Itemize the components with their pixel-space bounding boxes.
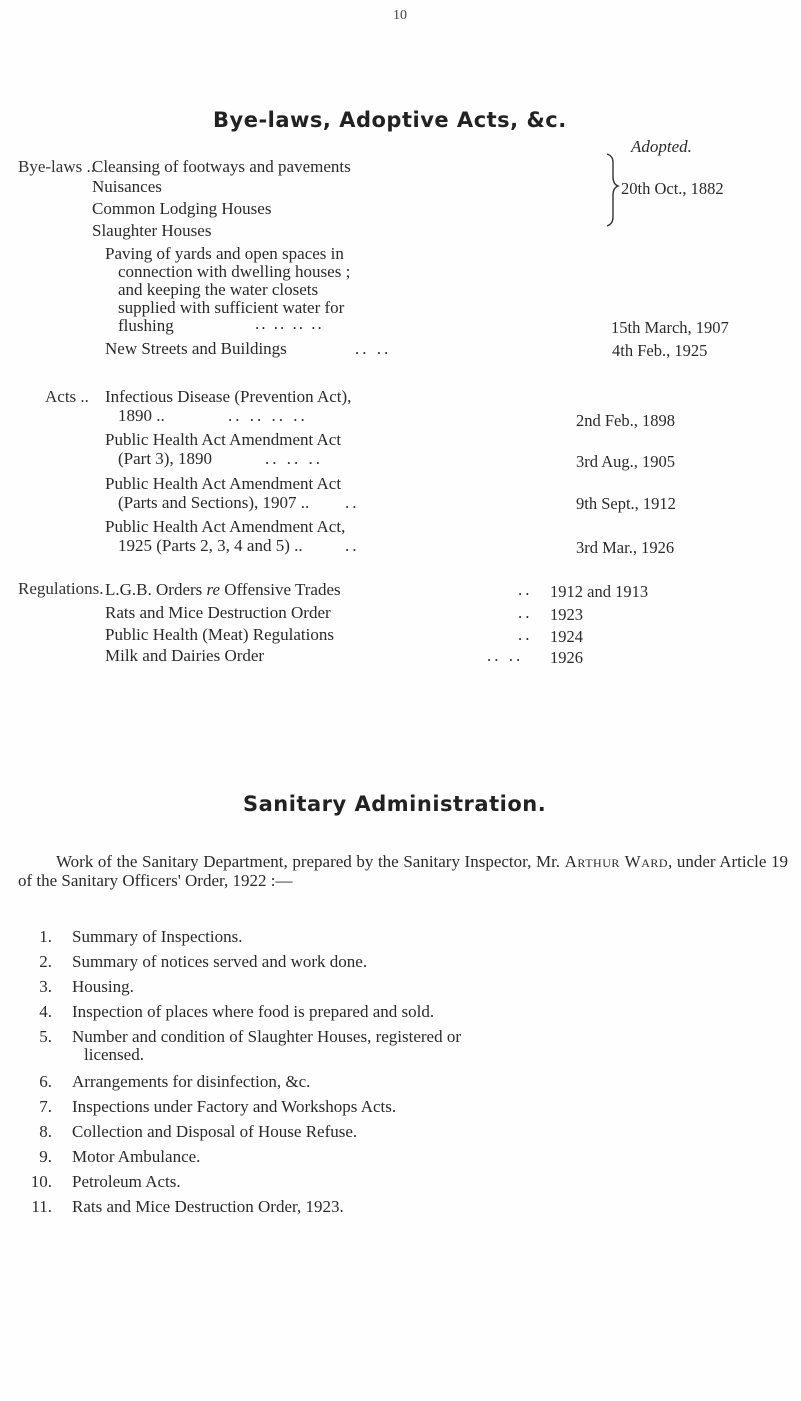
list-number: 3. [39, 977, 52, 996]
regulation-label [105, 646, 264, 666]
regulation-date: 1924 [550, 627, 583, 646]
section-heading-bye-laws: Bye-laws, Adoptive Acts, &c. [213, 108, 567, 132]
list-number: 11. [31, 1197, 52, 1216]
intro-text: , under Article 19 of the Sanitary Officers' Order, 1922 :— [18, 852, 788, 890]
list-item-continuation: licensed. [84, 1045, 144, 1064]
bye-law-item: Common Lodging Houses [92, 199, 272, 218]
list-item [20, 952, 367, 972]
list-number: 2. [39, 952, 52, 971]
regulation-label-text: Milk and Dairies Order [105, 646, 265, 665]
list-number: 8. [39, 1122, 52, 1141]
list-item [20, 1147, 200, 1167]
bye-law-item: Cleansing of footways and pavements [92, 157, 351, 176]
regulation-date: 1912 and 1913 [550, 582, 649, 601]
list-number: 6. [39, 1072, 52, 1091]
list-text: Summary of notices served and work done. [72, 952, 368, 971]
list-item [20, 1097, 396, 1117]
list-text: Number and condition of Slaughter Houses, registered or [72, 1027, 462, 1046]
list-number: 1. [39, 927, 52, 946]
paving-line: and keeping the water closets [118, 280, 319, 299]
list-item [20, 1172, 181, 1192]
list-number: 7. [39, 1097, 52, 1116]
act-line: Public Health Act Amendment Act, [105, 517, 346, 536]
act-line: 1925 (Parts 2, 3, 4 and 5) .. [118, 536, 303, 555]
new-streets-label: New Streets and Buildings [105, 339, 287, 358]
leader-dots: .. [345, 536, 360, 555]
intro-paragraph [18, 852, 788, 890]
act-date: 3rd Mar., 1926 [576, 538, 675, 557]
category-bye-laws: Bye-laws .. [18, 157, 95, 176]
leader-dots: .. [518, 580, 533, 599]
intro-text: Work of the Sanitary Department, prepared by the Sanitary Inspector, Mr. [56, 852, 565, 871]
leader-dots: .. [518, 603, 533, 622]
act-date: 2nd Feb., 1898 [576, 411, 675, 430]
act-line: (Parts and Sections), 1907 .. [118, 493, 310, 512]
act-line: (Part 3), 1890 [118, 449, 212, 468]
inspector-name: Arthur Ward [564, 852, 669, 871]
list-item [20, 1122, 357, 1142]
new-streets-date: 4th Feb., 1925 [612, 341, 708, 360]
leader-dots: .. [345, 493, 360, 512]
list-number: 10. [30, 1172, 52, 1191]
leader-dots: .. .. [355, 339, 392, 358]
list-item [20, 977, 134, 997]
paving-line: flushing [118, 316, 174, 335]
list-item [20, 1002, 434, 1022]
act-line: Infectious Disease (Prevention Act), [105, 387, 352, 406]
list-item [20, 1197, 344, 1217]
list-text: Petroleum Acts. [72, 1172, 181, 1191]
paving-line: Paving of yards and open spaces in [105, 244, 344, 263]
regulation-label [105, 603, 331, 623]
regulation-date: 1926 [550, 648, 583, 667]
regulation-label-text: L.G.B. Orders [105, 580, 207, 599]
bye-law-item: Nuisances [92, 177, 162, 196]
list-text: Inspections under Factory and Workshops Acts. [72, 1097, 397, 1116]
list-text: Motor Ambulance. [72, 1147, 201, 1166]
act-line: 1890 .. [118, 406, 165, 425]
list-text: Collection and Disposal of House Refuse. [72, 1122, 358, 1141]
regulation-label-italic: re [206, 580, 221, 599]
leader-dots: .. .. .. .. [228, 406, 308, 425]
paving-line: supplied with sufficient water for [118, 298, 345, 317]
regulation-label-text: Offensive Trades [220, 580, 341, 599]
leader-dots: .. .. .. [265, 449, 323, 468]
regulation-date: 1923 [550, 605, 583, 624]
act-line: Public Health Act Amendment Act [105, 430, 342, 449]
regulation-label-text: Rats and Mice Destruction Order [105, 603, 331, 622]
regulation-label-text: Public Health (Meat) Regulations [105, 625, 334, 644]
list-text: Housing. [72, 977, 134, 996]
act-line: Public Health Act Amendment Act [105, 474, 342, 493]
category-acts: Acts .. [45, 387, 89, 406]
list-text: Arrangements for disinfection, &c. [72, 1072, 311, 1091]
leader-dots: .. [518, 625, 533, 644]
page-number: 10 [393, 8, 407, 23]
list-item [20, 1027, 461, 1047]
paving-line: connection with dwelling houses ; [118, 262, 351, 281]
list-text: Inspection of places where food is prepared and sold. [72, 1002, 435, 1021]
list-item [20, 1072, 310, 1092]
regulation-label [105, 625, 334, 645]
act-date: 9th Sept., 1912 [576, 494, 676, 513]
adopted-column-label: Adopted. [631, 137, 692, 156]
section-heading-sanitary: Sanitary Administration. [243, 792, 547, 816]
category-regulations: Regulations. [18, 579, 104, 598]
list-number: 4. [39, 1002, 52, 1021]
regulation-label [105, 580, 341, 600]
list-item [20, 927, 242, 947]
bye-laws-adopted-date: 20th Oct., 1882 [621, 179, 724, 198]
leader-dots: .. .. .. .. [255, 314, 324, 333]
list-number: 5. [39, 1027, 52, 1046]
list-text: Summary of Inspections. [72, 927, 243, 946]
act-date: 3rd Aug., 1905 [576, 452, 675, 471]
bye-law-item: Slaughter Houses [92, 221, 212, 240]
paving-date: 15th March, 1907 [611, 318, 729, 337]
list-number: 9. [39, 1147, 52, 1166]
list-text: Rats and Mice Destruction Order, 1923. [72, 1197, 344, 1216]
leader-dots: .. .. [487, 646, 524, 665]
